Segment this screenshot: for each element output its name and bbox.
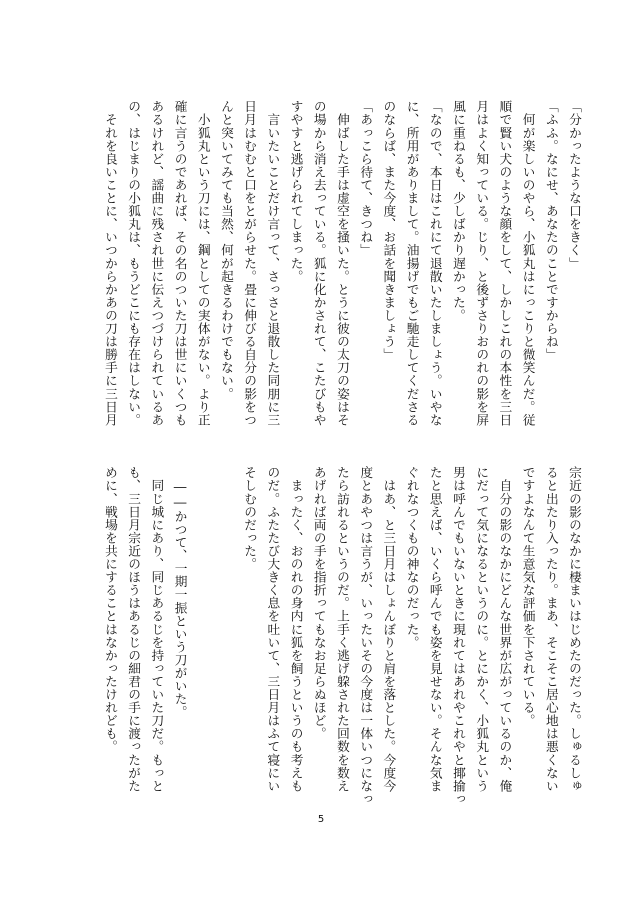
upper-text-line: 「あっこら待て、きつね」 — [358, 100, 374, 257]
lower-text-line: も、三日月宗近のほうはあるじの細君の手に渡ったがた — [126, 466, 142, 793]
lower-text-line: まったく、おのれの身内に狐を飼うというのも考えも — [288, 466, 304, 793]
lower-text-line: 宗近の影のなかに棲まいはじめたのだった。しゅるしゅ — [567, 466, 582, 793]
lower-text-line: 自分の影のなかにどんな世界が広がっているのか、俺 — [497, 466, 513, 793]
upper-text-line: の場から消え去っている。狐に化かされて、こたびもや — [311, 100, 327, 427]
lower-text-line: あげれば両の手を指折ってもなお足らぬほど。 — [311, 466, 327, 741]
lower-text-line: のだ。ふたたび大きく息を吐いて、三日月はふて寝にい — [265, 466, 281, 793]
upper-text-line: すやすと逃げられてしまった。 — [288, 100, 304, 283]
upper-text-line: 小狐丸という刀には、鋼としての実体がない。より正 — [195, 100, 211, 427]
lower-text-line: 男は呼んでもいないときに現れてはあれやこれやと揶揄っ — [450, 466, 466, 806]
upper-text-line: のならば、また今度、お話を聞きましょう」 — [381, 100, 397, 361]
upper-text-line: の、はじまりの小狐丸は、もうどこにも存在はしない。 — [126, 100, 142, 427]
upper-text-line: それを良いことに、いつからかあの刀は勝手に三日月 — [102, 100, 118, 427]
lower-text-line — [215, 466, 238, 798]
lower-text-line: たら訪れるというのだ。上手く逃げ躱された回数を数え — [334, 466, 350, 793]
upper-text-line: 風に重ねるも、少しばかり遅かった。 — [450, 100, 466, 322]
upper-text-line: 伸ばした手は虚空を掻いた。とうに彼の太刀の姿はそ — [334, 100, 350, 427]
lower-text-line: ――かつて、一期一振という刀がいた。 — [172, 466, 188, 719]
lower-text-line: めに、戦場を共にすることはなかったけれども。 — [102, 466, 118, 754]
lower-text-line: ると出たり入ったり。まあ、そこそこ居心地は悪くない — [543, 466, 559, 793]
upper-text-line: あるけれど、謡曲に残され世に伝えつづけられているあ — [149, 100, 165, 427]
lower-text-line: 度とあやつは言うが、いったいその今度は一体いつになっ — [358, 466, 374, 806]
upper-text-line: 順で賢い犬のような顔をして、しかしこれの本性を三日 — [497, 100, 513, 427]
lower-text-line: 同じ城にあり、同じあるじを持っていた刀だ。もっと — [149, 466, 165, 793]
upper-text-line: 月はよく知っている。じり、と後ずさりおのれの影を屏 — [474, 100, 490, 427]
upper-text-line: 日月はむむと口をとがらせた。畳に伸びる自分の影をつ — [242, 100, 258, 427]
upper-text-line: 「なので、本日はこれにて退散いたしましょう。いやな — [427, 100, 443, 427]
lower-text-line: はあ、と三日月はしょんぼりと肩を落とした。今度今 — [381, 466, 397, 793]
upper-text-line: に、所用がありまして。油揚げでもご馳走してくださる — [404, 100, 420, 427]
upper-text-line: 何が楽しいのやら、小狐丸はにっこりと微笑んだ。従 — [520, 100, 536, 427]
lower-text-block — [99, 466, 586, 806]
lower-text-line: にだって気になるというのに。とにかく、小狐丸という — [474, 466, 490, 793]
upper-text-line: 「ふふ。なにせ、あなたのことですからね」 — [543, 100, 559, 361]
lower-text-line: そしむのだった。 — [242, 466, 258, 571]
lower-text-line: ですよなんて生意気な評価を下されている。 — [520, 466, 536, 727]
upper-text-block — [99, 100, 586, 432]
page-number: 5 — [317, 814, 325, 825]
upper-text-line: んと突いてみても当然、何が起きるわけでもない。 — [218, 100, 234, 401]
upper-text-line: 言いたいことだけ言って、さっさと退散した同朋に三 — [265, 100, 281, 427]
upper-text-line: 「分かったような口をきく」 — [567, 100, 582, 270]
lower-text-line — [192, 466, 215, 798]
lower-text-line: たと思えば、いくら呼んでも姿を見せない。そんな気ま — [427, 466, 443, 793]
lower-text-line: ぐれなつくもの神なのだった。 — [404, 466, 420, 649]
upper-text-line: 確に言うのであれば、その名のついた刀は世にいくつも — [172, 100, 188, 427]
